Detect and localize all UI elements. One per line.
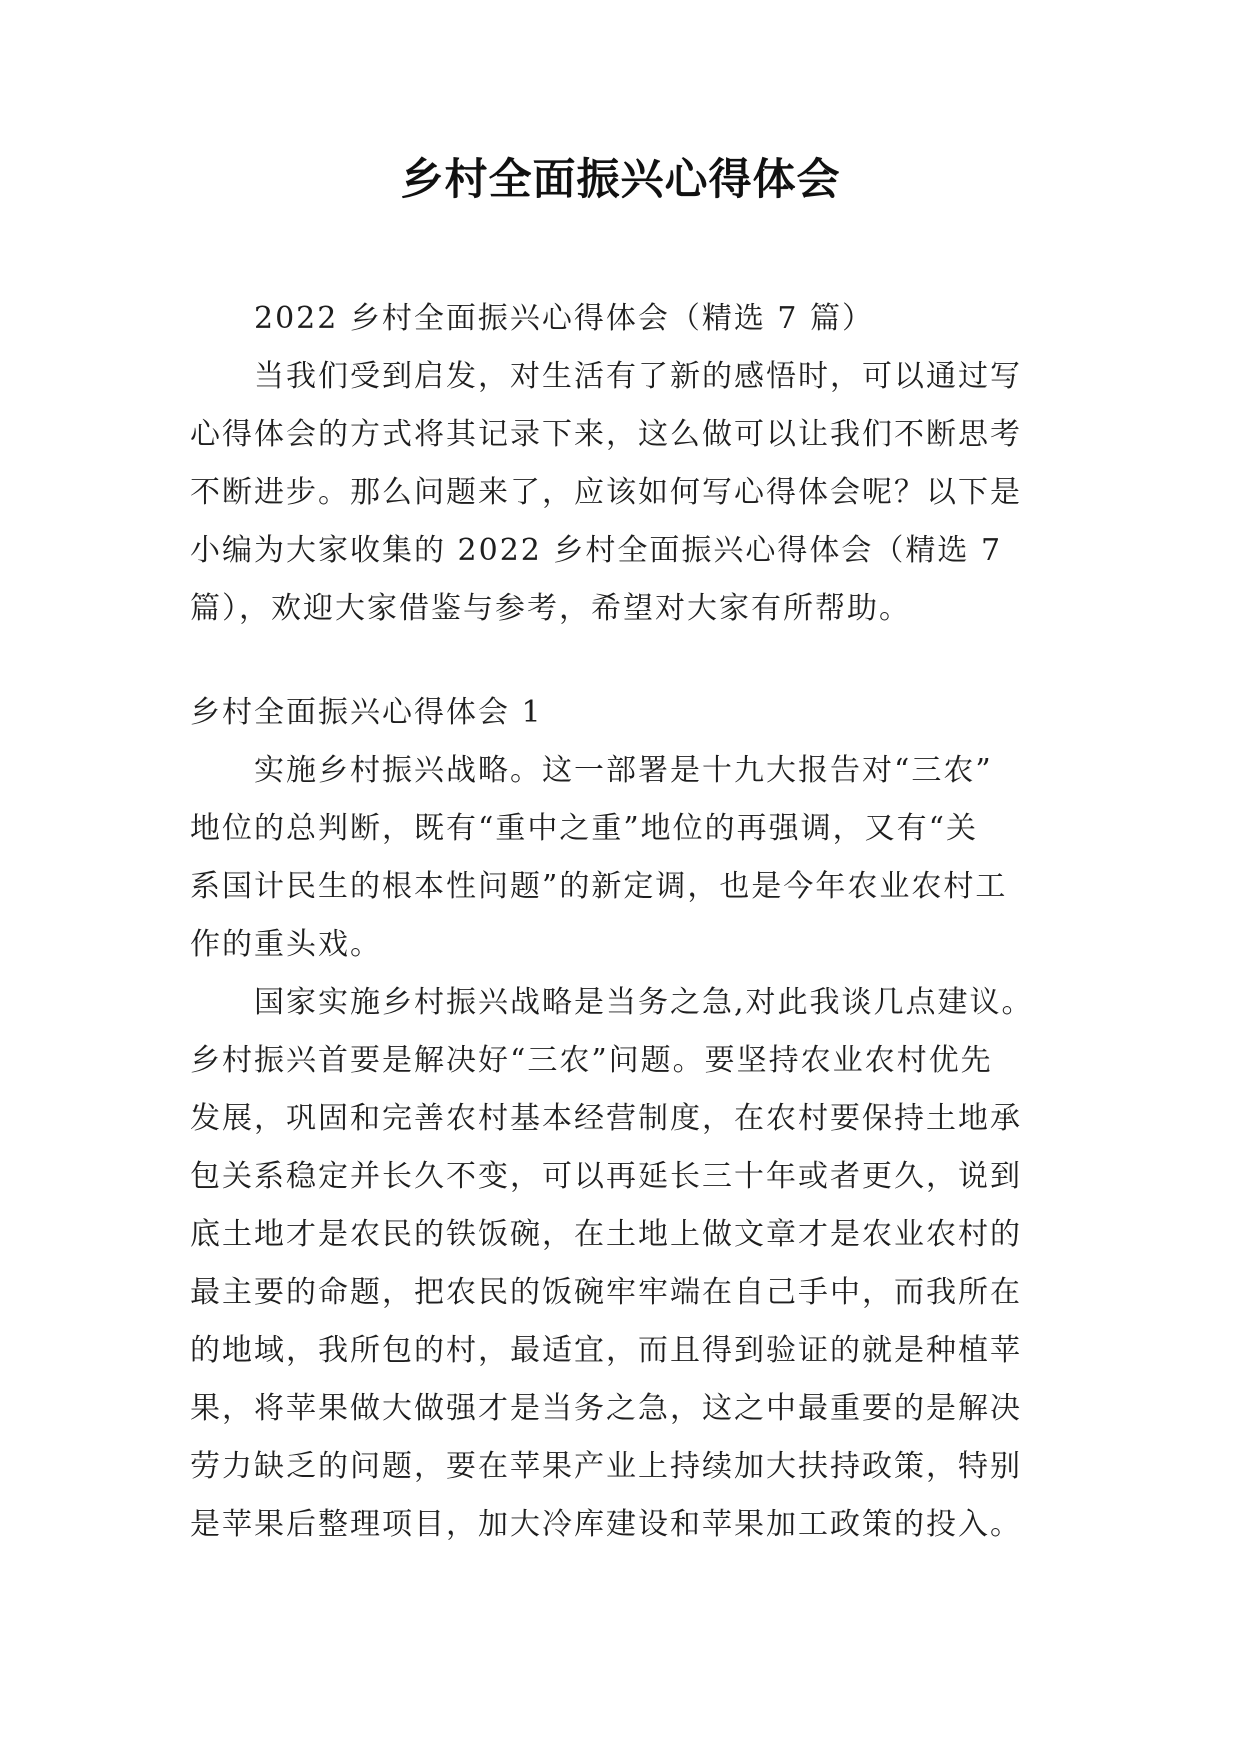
paragraph-2-line: 的地域，我所包的村，最适宜，而且得到验证的就是种植苹 [190,1333,1022,1368]
paragraph-2-line: 果，将苹果做大做强才是当务之急，这之中最重要的是解决 [190,1391,1022,1426]
paragraph-1-line: 作的重头戏。 [190,927,382,962]
section-gap [190,638,1050,684]
paragraph-2-line: 底土地才是农民的铁饭碗，在土地上做文章才是农业农村的 [190,1217,1022,1252]
paragraph-2-line: 发展，巩固和完善农村基本经营制度，在农村要保持土地承 [190,1101,1022,1136]
intro-paragraph-line: 心得体会的方式将其记录下来，这么做可以让我们不断思考 [190,417,1022,452]
section-heading: 乡村全面振兴心得体会 1 [190,695,543,730]
paragraph-2-line: 包关系稳定并长久不变，可以再延长三十年或者更久，说到 [190,1159,1022,1194]
paragraph-2-line: 乡村振兴首要是解决好“三农”问题。要坚持农业农村优先 [190,1043,993,1078]
intro-paragraph-line: 不断进步。那么问题来了，应该如何写心得体会呢？以下是 [190,475,1022,510]
paragraph-2-line: 国家实施乡村振兴战略是当务之急,对此我谈几点建议。 [254,985,1034,1020]
paragraph-1-line: 系国计民生的根本性问题”的新定调，也是今年农业农村工 [190,869,1008,904]
document-body [190,290,1050,1554]
paragraph-2-line: 最主要的命题，把农民的饭碗牢牢端在自己手中，而我所在 [190,1275,1022,1310]
paragraph-2-line: 是苹果后整理项目，加大冷库建设和苹果加工政策的投入。 [190,1507,1022,1542]
subtitle-line: 2022 乡村全面振兴心得体会（精选 7 篇） [254,301,875,336]
paragraph-1-line: 地位的总判断，既有“重中之重”地位的再强调，又有“关 [190,811,979,846]
intro-paragraph-line: 当我们受到启发，对生活有了新的感悟时，可以通过写 [254,359,1022,394]
document-title: 乡村全面振兴心得体会 [400,155,841,205]
paragraph-2-line: 劳力缺乏的问题，要在苹果产业上持续加大扶持政策，特别 [190,1449,1022,1484]
paragraph-1-line: 实施乡村振兴战略。这一部署是十九大报告对“三农” [254,753,993,788]
intro-paragraph-line: 小编为大家收集的 2022 乡村全面振兴心得体会（精选 7 [190,533,1003,568]
intro-paragraph-line: 篇），欢迎大家借鉴与参考，希望对大家有所帮助。 [190,591,911,626]
